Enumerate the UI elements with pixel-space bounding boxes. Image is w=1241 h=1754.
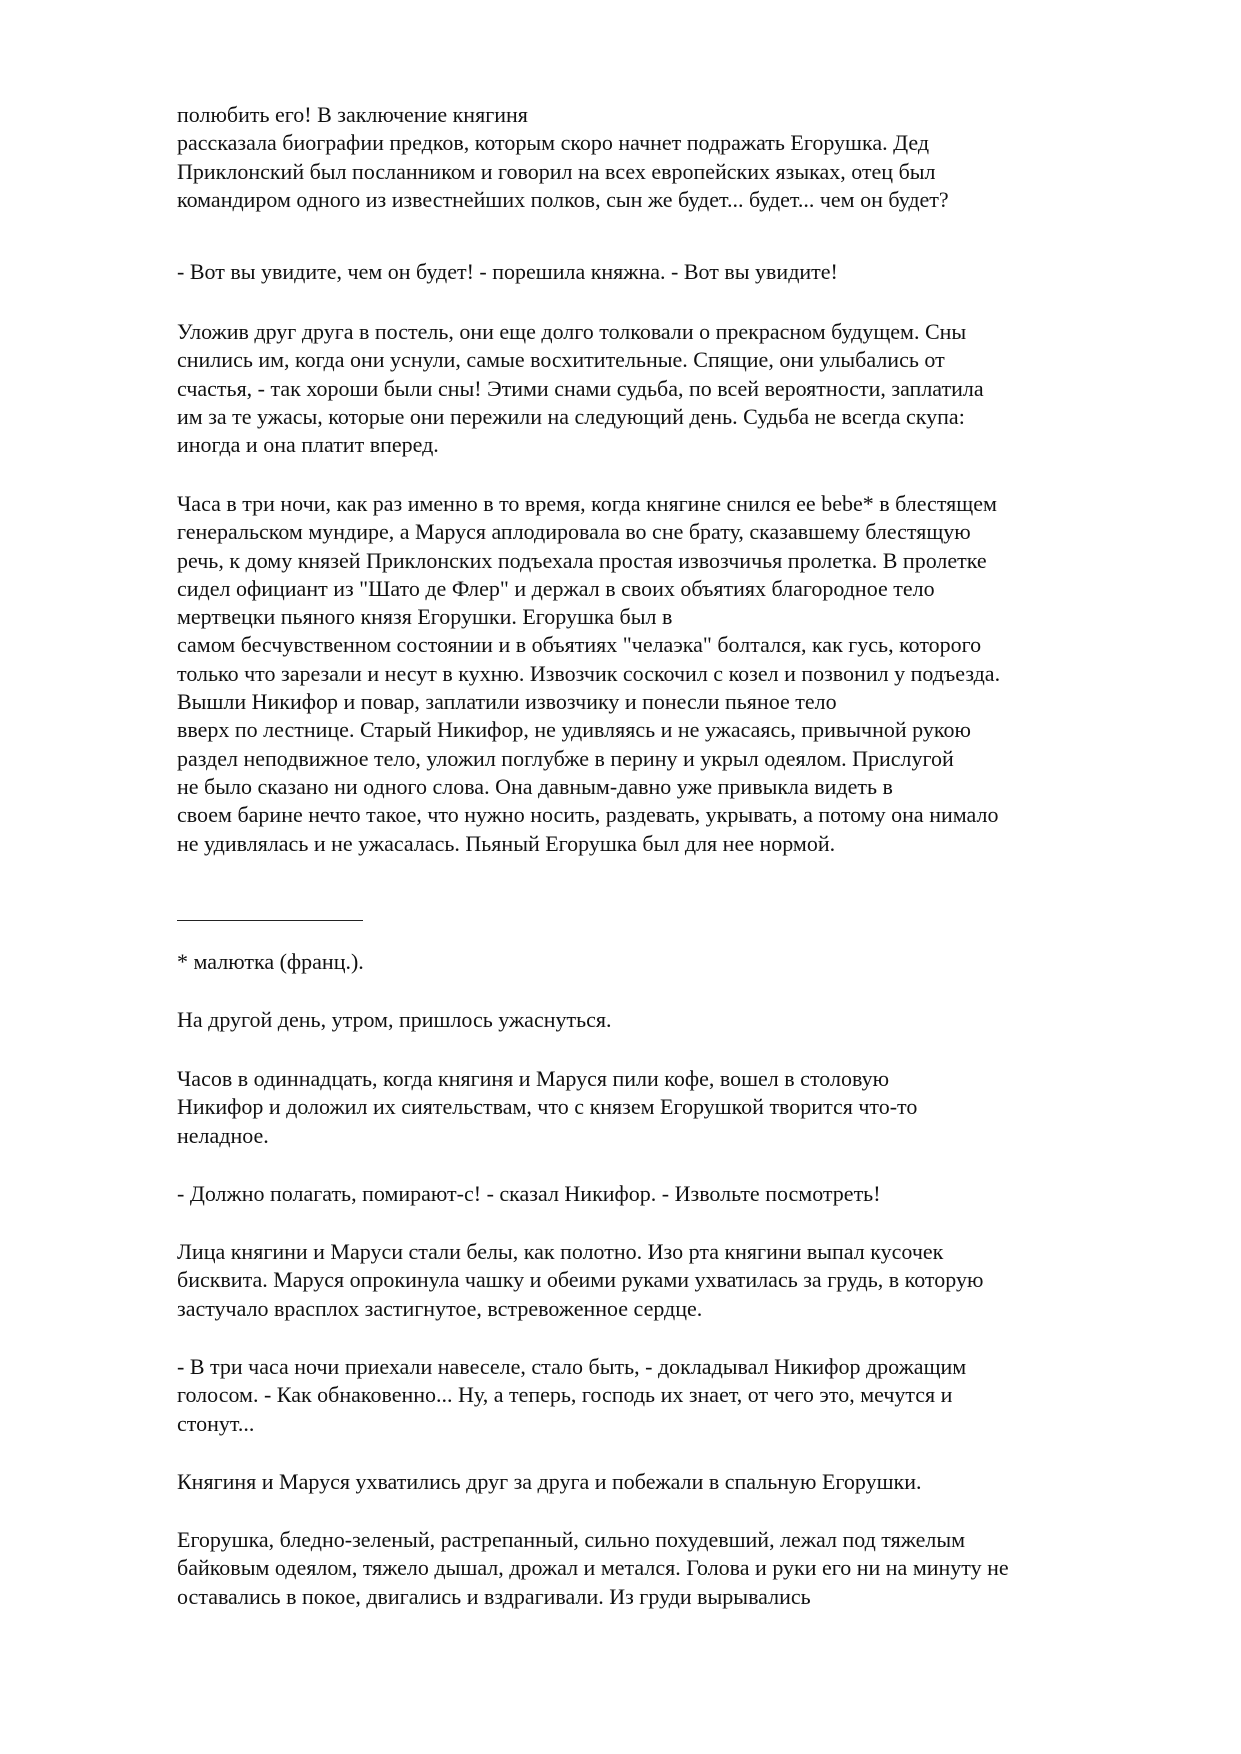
text-line: Вышли Никифор и повар, заплатили извозчику и понесли пьяное тело <box>177 689 837 715</box>
text-line: стонут... <box>177 1410 255 1436</box>
paragraph-9 <box>177 1353 1177 1438</box>
text-line: полюбить его! В заключение княгиня <box>177 102 528 127</box>
text-line: оставались в покое, двигались и вздрагивали. Из груди вырывались <box>177 1583 811 1609</box>
text-line: Приклонский был посланником и говорил на всех европейских языках, отец был <box>177 158 936 184</box>
text-line: командиром одного из известнейших полков, сын же будет... будет... чем он будет? <box>177 186 949 212</box>
text-line: - Вот вы увидите, чем он будет! - порешила княжна. - Вот вы увидите! <box>177 259 838 284</box>
footnote-divider <box>177 920 363 921</box>
paragraph-6 <box>177 1065 1177 1150</box>
text-line: не было сказано ни одного слова. Она давным-давно уже привыкла видеть в <box>177 773 893 799</box>
text-line: байковым одеялом, тяжело дышал, дрожал и метался. Голова и руки его ни на минуту не <box>177 1555 1009 1581</box>
text-line: бисквита. Маруся опрокинула чашку и обеими руками ухватилась за грудь, в которую <box>177 1267 984 1293</box>
text-line: раздел неподвижное тело, уложил поглубже в перину и укрыл одеялом. Прислугой <box>177 745 954 771</box>
text-line: не удивлялась и не ужасалась. Пьяный Егорушка был для нее нормой. <box>177 830 836 856</box>
text-line: генеральском мундире, а Маруся аплодировала во сне брату, сказавшему блестящую <box>177 519 971 545</box>
text-line: снились им, когда они уснули, самые восхитительные. Спящие, они улыбались от <box>177 347 945 373</box>
text-line: Никифор и доложил их сиятельствам, что с князем Егорушкой творится что-то <box>177 1094 918 1120</box>
paragraph-5 <box>177 1006 1177 1034</box>
text-line: неладное. <box>177 1122 269 1148</box>
text-line: только что зарезали и несут в кухню. Извозчик соскочил с козел и позвонил у подъезда. <box>177 660 1001 686</box>
text-line: - Должно полагать, помирают-с! - сказал Никифор. - Извольте посмотреть! <box>177 1181 881 1206</box>
text-line: речь, к дому князей Приклонских подъехала простая извозчичья пролетка. В пролетке <box>177 547 987 573</box>
text-line: вверх по лестнице. Старый Никифор, не удивляясь и не ужасаясь, привычной рукою <box>177 717 971 743</box>
paragraph-4 <box>177 490 1177 858</box>
text-line: голосом. - Как обнаковенно... Ну, а теперь, господь их знает, от чего это, мечутся и <box>177 1382 953 1408</box>
text-line: Егорушка, бледно-зеленый, растрепанный, сильно похудевший, лежал под тяжелым <box>177 1527 966 1552</box>
text-line: им за те ужасы, которые они пережили на следующий день. Судьба не всегда скупа: <box>177 403 965 429</box>
text-line: своем барине нечто такое, что нужно носить, раздевать, укрывать, а потому она нимало <box>177 802 999 828</box>
text-line: Лица княгини и Маруси стали белы, как полотно. Изо рта княгини выпал кусочек <box>177 1239 944 1264</box>
text-line: иногда и она платит вперед. <box>177 432 439 458</box>
text-line: * малютка (франц.). <box>177 949 364 974</box>
text-line: рассказала биографии предков, которым скоро начнет подражать Егорушка. Дед <box>177 130 930 156</box>
text-line: счастья, - так хороши были сны! Этими снами судьба, по всей вероятности, заплатила <box>177 375 984 401</box>
paragraph-1 <box>177 101 1177 214</box>
text-line: мертвецки пьяного князя Егорушки. Егорушка был в <box>177 604 673 630</box>
paragraph-8 <box>177 1238 1177 1323</box>
text-line: На другой день, утром, пришлось ужаснуться. <box>177 1007 612 1032</box>
text-line: Часа в три ночи, как раз именно в то время, когда княгине снился ее bebe* в блестящем <box>177 491 997 516</box>
text-line: сидел официант из "Шато де Флер" и держал в своих объятиях благородное тело <box>177 575 935 601</box>
paragraph-2 <box>177 258 1177 286</box>
paragraph-7 <box>177 1180 1177 1208</box>
paragraph-3 <box>177 318 1177 459</box>
text-line: Часов в одиннадцать, когда княгиня и Маруся пили кофе, вошел в столовую <box>177 1066 890 1091</box>
paragraph-10 <box>177 1468 1177 1496</box>
text-line: застучало врасплох застигнутое, встревоженное сердце. <box>177 1295 703 1321</box>
text-line: Княгиня и Маруся ухватились друг за друга и побежали в спальную Егорушки. <box>177 1469 922 1494</box>
paragraph-11 <box>177 1526 1177 1611</box>
text-line: - В три часа ночи приехали навеселе, стало быть, - докладывал Никифор дрожащим <box>177 1354 967 1379</box>
text-line: самом бесчувственном состоянии и в объятиях "челаэка" болтался, как гусь, которого <box>177 632 982 658</box>
text-line: Уложив друг друга в постель, они еще долго толковали о прекрасном будущем. Сны <box>177 319 967 344</box>
footnote <box>177 948 1177 976</box>
